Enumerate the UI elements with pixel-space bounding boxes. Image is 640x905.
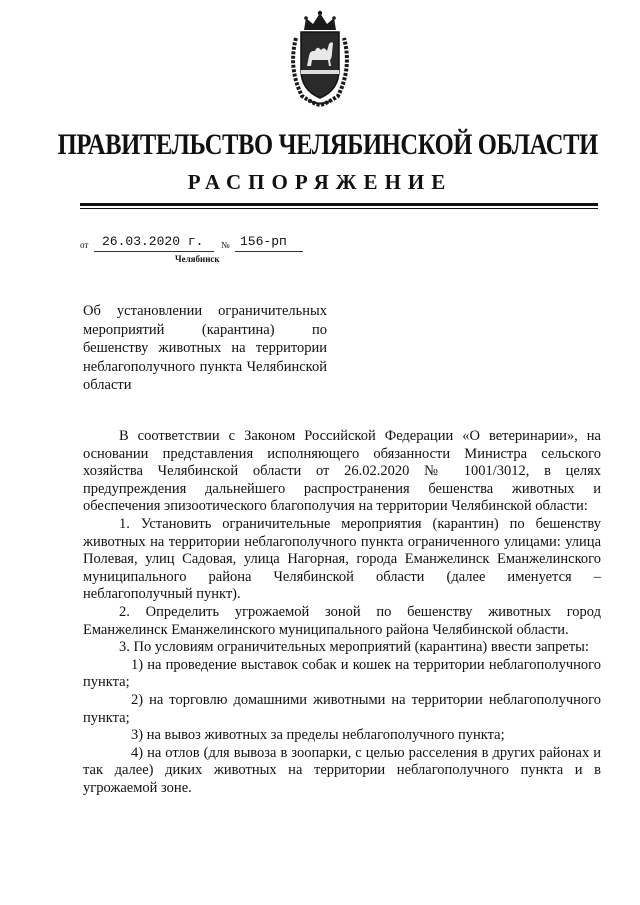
subitem-3-paragraph: 3) на вывоз животных за пределы неблагополучного пункта; xyxy=(131,727,505,744)
date-number-line xyxy=(80,234,320,252)
header-rule-thick xyxy=(80,203,598,206)
number-label: № xyxy=(221,240,230,250)
document-date: 26.03.2020 г. xyxy=(102,234,204,249)
item-2-paragraph: 2. Определить угрожаемой зоной по бешенству животных город Еманжелинск Еманжелинского муниципального района Челябинской области. xyxy=(83,603,601,638)
item-3-paragraph: 3. По условиям ограничительных мероприятий (карантина) ввести запреты: xyxy=(119,639,589,656)
number-underline xyxy=(235,251,303,252)
header-rule-thin xyxy=(80,208,598,209)
subitem-4-paragraph: 4) на отлов (для вывоза в зоопарки, с целью расселения в других районах и так далее) диких животных на территории неблагополучного пункта и в угрожаемой зоне. xyxy=(83,744,601,796)
preamble-paragraph: В соответствии с Законом Российской Федерации «О ветеринарии», на основании представления исполняющего обязанности Министра сельского хозяйства Челябинской области от 26.02.2020 № 1001/3012, в целях предупреждения дальнейшего распространения бешенства животных и обеспечения эпизоотического благополучия на территории Челябинской области: xyxy=(83,428,601,515)
subitem-1-paragraph: 1) на проведение выставок собак и кошек на территории неблагополучного пункта; xyxy=(83,656,601,691)
government-title: ПРАВИТЕЛЬСТВО ЧЕЛЯБИНСКОЙ ОБЛАСТИ xyxy=(57,128,598,161)
document-type-heading: РАСПОРЯЖЕНИЕ xyxy=(187,170,453,194)
subitem-2-paragraph: 2) на торговлю домашними животными на территории неблагополучного пункта; xyxy=(83,691,601,726)
item-1-paragraph: 1. Установить ограничительные мероприятия (карантин) по бешенству животных на территории неблагополучного пункта ограниченного улицами: улица Полевая, улиц Садовая, улица Нагорная, города Еманжелинск Еманжелинского муниципального района Челябинской области (далее именуется – неблагополучный пункт). xyxy=(83,515,601,603)
document-number: 156-рп xyxy=(240,234,287,249)
date-label: от xyxy=(80,240,89,250)
document-body xyxy=(83,428,601,797)
document-subject: Об установлении ограничительных мероприятий (карантина) по бешенству животных на территории неблагополучного пункта Челябинской области xyxy=(83,303,327,393)
city-label: Челябинск xyxy=(175,254,220,264)
coat-of-arms-emblem xyxy=(286,8,354,108)
date-underline xyxy=(94,251,214,252)
